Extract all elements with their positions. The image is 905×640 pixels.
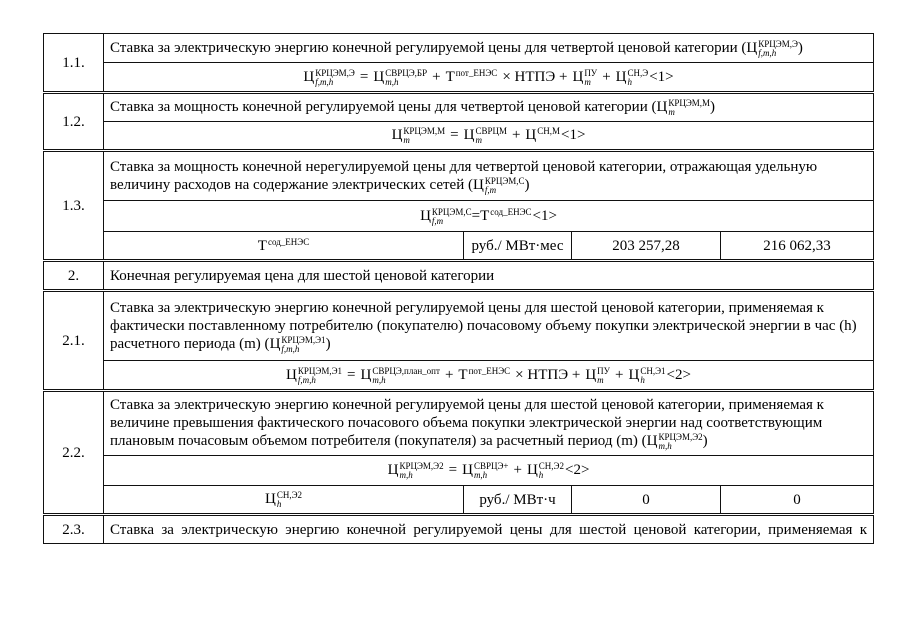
symbol-indices: [475, 127, 507, 145]
row-2-2-formula: [44, 456, 874, 486]
symbol-superscript: КРЦЭМ,Э: [758, 38, 798, 49]
item-number: 1.3.: [44, 151, 104, 261]
symbol-indices: [758, 40, 798, 58]
formula-operator: =: [359, 68, 369, 85]
symbol-superscript: СВРЦМ: [475, 126, 507, 136]
symbol-base: Ц: [391, 127, 403, 143]
price-symbol: [585, 366, 610, 385]
symbol-indices: [403, 127, 445, 145]
item-description: [104, 291, 874, 361]
formula-cell: [104, 63, 874, 93]
item-number: 2.3.: [44, 515, 104, 544]
symbol-base: Т: [445, 68, 455, 85]
value-cell: 0: [572, 486, 721, 515]
row-1-3-description: [44, 151, 874, 201]
symbol-base: Т: [480, 207, 490, 224]
symbol-base: Ц: [360, 366, 372, 383]
row-1-3-values: [44, 232, 874, 261]
symbol-base: Ц: [387, 462, 399, 478]
formula: [388, 461, 590, 480]
row-1-1-description: [44, 34, 874, 63]
tariff-symbol: [258, 238, 309, 254]
symbol-base: Ц: [472, 176, 484, 193]
symbol-superscript: СН,Э2: [538, 461, 564, 471]
formula-operator: =: [347, 366, 356, 383]
row-2-2-description: [44, 391, 874, 456]
item-description: [104, 151, 874, 201]
formula-operator: × НТПЭ +: [502, 68, 568, 85]
price-symbol: [361, 366, 440, 385]
symbol-superscript: СВРЦЭ+: [473, 461, 509, 471]
symbol-base: Ц: [628, 366, 640, 383]
item-number: 1.2.: [44, 93, 104, 151]
item-number: 2.1.: [44, 291, 104, 391]
symbol-indices: [597, 367, 610, 385]
symbol-subscript: m: [475, 135, 482, 145]
closing-paren: ): [325, 335, 331, 352]
price-symbol: [527, 461, 564, 480]
row-2-1-formula: [44, 361, 874, 391]
item-description: [104, 391, 874, 456]
symbol-subscript: m: [597, 374, 604, 385]
symbol-indices: [385, 69, 427, 87]
symbol-indices: [372, 367, 440, 385]
formula-operator: =: [450, 127, 459, 143]
row-1-1-formula: [44, 63, 874, 93]
formula-cell: [104, 361, 874, 391]
symbol-subscript: f,m: [484, 184, 497, 195]
description-text: Ставка за электрическую энергию конечной регулируемой цены для четвертой ценовой категории (: [110, 39, 747, 56]
footnote-ref: <1>: [532, 207, 557, 224]
item-description: [104, 515, 874, 544]
symbol-base: Ц: [269, 335, 281, 352]
item-description: [104, 34, 874, 63]
closing-paren: ): [710, 99, 716, 115]
row-2-1-description: [44, 291, 874, 361]
value-cell: 203 257,28: [572, 232, 721, 261]
formula-operator: × НТПЭ +: [515, 366, 581, 383]
symbol-indices: [277, 491, 302, 509]
symbol-superscript: ПУ: [597, 365, 611, 376]
formula-cell: [104, 201, 874, 232]
unit-cell: руб./ МВт·ч: [464, 486, 572, 515]
symbol-indices: [469, 367, 511, 376]
price-symbol: [388, 461, 444, 480]
formula-operator: =: [448, 462, 458, 478]
formula-cell: [104, 456, 874, 486]
price-components-table: [43, 33, 874, 544]
symbol-base: Ц: [303, 68, 315, 85]
footnote-ref: <1>: [649, 68, 674, 85]
symbol-superscript: пот_ЕНЭС: [468, 365, 511, 376]
symbol-base: Ц: [615, 68, 627, 85]
symbol-subscript: m,h: [658, 441, 672, 451]
price-symbol: [462, 461, 508, 480]
symbol-indices: [456, 69, 498, 78]
symbol-indices: [298, 367, 342, 385]
symbol-subscript: f,m: [431, 215, 444, 226]
symbol-base: Ц: [585, 366, 597, 383]
symbol-subscript: h: [627, 76, 632, 87]
description-text: Конечная регулируемая цена для шестой ценовой категории: [110, 267, 495, 284]
tariff-symbol: [480, 207, 531, 225]
symbol-subscript: f,m,h: [758, 47, 777, 58]
symbol-base: Ц: [420, 207, 431, 224]
symbol-subscript: m,h: [399, 470, 413, 480]
symbol-superscript: СВРЦЭ,план_опт: [372, 365, 440, 376]
price-symbol: [464, 126, 507, 145]
price-symbol: [616, 68, 649, 87]
formula: [303, 68, 673, 87]
symbol-indices: [537, 127, 560, 136]
price-symbol: [647, 433, 703, 449]
symbol-superscript: пот_ЕНЭС: [455, 67, 498, 78]
symbol-indices: [668, 99, 710, 117]
symbol-indices: [268, 238, 309, 247]
formula: [420, 207, 557, 226]
row-1-2-formula: [44, 122, 874, 151]
symbol-indices: [640, 367, 665, 385]
row-1-3-formula: [44, 201, 874, 232]
symbol-base: Ц: [286, 366, 297, 383]
footnote-ref: <2>: [666, 366, 691, 383]
description-text: Ставка за электрическую энергию конечной регулируемой цены для шестой ценовой категории, применяемая к величине превышения фактического почасового объема покупки электрической энергии над соответствующим плановым почасовым объемом потребителя (покупателя) за расчетный период (m) (: [110, 397, 824, 449]
symbol-superscript: ПУ: [584, 67, 598, 78]
symbol-base: Ц: [462, 462, 473, 478]
symbol-superscript: сод_ЕНЭС: [267, 236, 310, 247]
value-cell: 0: [721, 486, 874, 515]
symbol-subscript: m: [403, 135, 410, 145]
parameter-cell: [104, 232, 464, 261]
symbol-superscript: СН,М: [537, 126, 561, 136]
parameter-cell: [104, 486, 464, 515]
price-symbol: [572, 68, 597, 87]
symbol-superscript: КРЦЭМ,М: [403, 126, 446, 136]
item-description: [104, 93, 874, 122]
symbol-base: Ц: [373, 68, 385, 85]
symbol-subscript: m,h: [385, 76, 399, 87]
symbol-superscript: КРЦЭМ,С: [431, 206, 472, 217]
symbol-superscript: КРЦЭМ,Э2: [399, 461, 444, 471]
description-text: Ставка за мощность конечной регулируемой цены для четвертой ценовой категории (: [110, 99, 657, 115]
price-symbol: [525, 126, 560, 144]
symbol-indices: [539, 462, 564, 480]
formula-operator: +: [511, 127, 521, 143]
formula: [286, 366, 691, 385]
symbol-base: Ц: [525, 127, 537, 143]
item-number: 2.2.: [44, 391, 104, 515]
symbol-superscript: СН,Э2: [276, 490, 303, 500]
description-text: Ставка за мощность конечной нерегулируемой цены для четвертой ценовой категории, отражающая удельную величину расходов на содержание электрических сетей (: [110, 158, 818, 193]
symbol-subscript: m: [584, 76, 591, 87]
row-2-3-description: [44, 515, 874, 544]
symbol-indices: [315, 69, 355, 87]
symbol-subscript: m: [668, 107, 675, 117]
symbol-superscript: КРЦЭМ,М: [668, 98, 711, 108]
unit-cell: руб./ МВт·мес: [464, 232, 572, 261]
symbol-base: Ц: [572, 68, 584, 85]
price-symbol: [656, 99, 710, 115]
symbol-indices: [399, 462, 443, 480]
symbol-indices: [584, 69, 597, 87]
symbol-indices: [281, 336, 325, 354]
row-2-heading: [44, 261, 874, 291]
price-symbol: [270, 336, 326, 352]
price-symbol: [392, 126, 446, 145]
symbol-subscript: h: [538, 470, 544, 480]
symbol-subscript: f,m,h: [297, 374, 316, 385]
description-text: Ставка за электрическую энергию конечной регулируемой цены для шестой ценовой категории, применяемая к: [110, 521, 868, 538]
item-number: 2.: [44, 261, 104, 291]
price-symbol: [265, 491, 302, 507]
price-symbol: [629, 366, 666, 385]
symbol-indices: [432, 208, 472, 226]
symbol-subscript: m,h: [372, 374, 386, 385]
price-symbol: [286, 366, 342, 385]
formula-operator: +: [615, 366, 624, 383]
symbol-indices: [474, 462, 509, 480]
symbol-base: Ц: [264, 491, 276, 507]
symbol-base: Т: [257, 237, 267, 254]
item-description: [104, 261, 874, 291]
symbol-subscript: f,m,h: [315, 76, 334, 87]
symbol-base: Ц: [463, 127, 475, 143]
symbol-superscript: КРЦЭМ,Э1: [281, 334, 326, 345]
symbol-superscript: КРЦЭМ,Э: [315, 67, 355, 78]
symbol-indices: [490, 208, 531, 217]
symbol-base: Ц: [746, 39, 758, 56]
symbol-subscript: h: [276, 499, 282, 509]
row-1-2-description: [44, 93, 874, 122]
symbol-superscript: КРЦЭМ,Э2: [658, 432, 703, 442]
price-symbol: [473, 177, 525, 193]
symbol-superscript: КРЦЭМ,Э1: [297, 365, 343, 376]
closing-paren: ): [702, 433, 708, 449]
tariff-symbol: [458, 366, 510, 384]
price-symbol: [746, 40, 798, 56]
symbol-indices: [659, 433, 703, 451]
formula-operator: +: [444, 366, 454, 383]
item-number: 1.1.: [44, 34, 104, 93]
description-text: Ставка за электрическую энергию конечной регулируемой цены для шестой ценовой категории, применяемая к фактически поставленному потребителю (покупателю) почасовому объему покупки электрической энергии в час (h) расчетного периода (m) (: [110, 299, 857, 352]
formula-cell: [104, 122, 874, 151]
symbol-superscript: СВРЦЭ,БР: [385, 67, 428, 78]
formula-operator: =: [471, 207, 481, 224]
symbol-subscript: m,h: [473, 470, 488, 480]
symbol-base: Ц: [656, 99, 668, 115]
symbol-superscript: КРЦЭМ,С: [484, 175, 525, 186]
symbol-indices: [628, 69, 649, 87]
symbol-superscript: СН,Э: [627, 67, 649, 78]
symbol-base: Т: [458, 366, 468, 383]
formula-operator: +: [432, 68, 441, 85]
symbol-indices: [485, 177, 525, 195]
price-symbol: [373, 68, 427, 87]
formula-operator: +: [602, 68, 611, 85]
tariff-symbol: [446, 68, 498, 86]
price-symbol: [420, 207, 472, 226]
symbol-base: Ц: [646, 433, 658, 449]
formula: [392, 126, 586, 145]
row-2-2-values: [44, 486, 874, 515]
footnote-ref: <1>: [561, 127, 586, 143]
symbol-base: Ц: [526, 462, 538, 478]
symbol-subscript: f,m,h: [281, 343, 300, 354]
symbol-superscript: сод_ЕНЭС: [490, 206, 532, 217]
price-symbol: [303, 68, 355, 87]
closing-paren: ): [524, 176, 530, 193]
footnote-ref: <2>: [564, 462, 590, 478]
value-cell: 216 062,33: [721, 232, 874, 261]
symbol-subscript: h: [640, 374, 645, 385]
formula-operator: +: [513, 462, 522, 478]
closing-paren: ): [797, 39, 803, 56]
symbol-superscript: СН,Э1: [640, 365, 666, 376]
